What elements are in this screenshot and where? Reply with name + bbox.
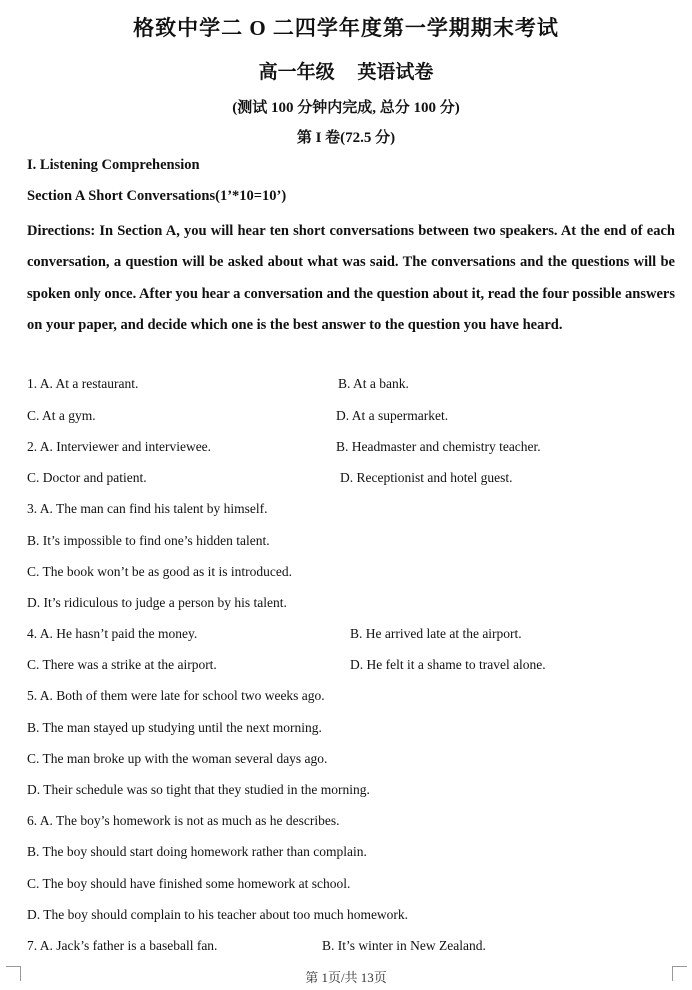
section-heading: Section A Short Conversations(1’*10=10’) — [27, 188, 287, 204]
q6-option-a: 6. A. The boy’s homework is not as much as he describes. — [27, 813, 340, 828]
q1-option-d: D. At a supermarket. — [336, 408, 449, 423]
q5-option-a: 5. A. Both of them were late for school two weeks ago. — [27, 688, 325, 703]
exam-title: 格致中学二 O 二四学年度第一学期期末考试 — [133, 16, 559, 40]
q2-option-d: D. Receptionist and hotel guest. — [340, 470, 513, 485]
q5-option-c: C. The man broke up with the woman several days ago. — [27, 751, 328, 766]
q4-option-c: C. There was a strike at the airport. — [27, 657, 217, 672]
q1-option-c: C. At a gym. — [27, 408, 96, 423]
q5-option-b: B. The man stayed up studying until the next morning. — [27, 720, 322, 735]
time-score-note: (测试 100 分钟内完成, 总分 100 分) — [232, 100, 460, 116]
q6-option-d: D. The boy should complain to his teacher about too much homework. — [27, 907, 409, 922]
grade-subject-title: 高一年级 英语试卷 — [258, 62, 434, 83]
q1-option-b: B. At a bank. — [338, 376, 409, 391]
q2-option-a: 2. A. Interviewer and interviewee. — [27, 439, 212, 454]
q3-option-d: D. It’s ridiculous to judge a person by his talent. — [27, 595, 287, 610]
q3-option-b: B. It’s impossible to find one’s hidden talent. — [27, 533, 270, 548]
page-footer: 第 1页/共 13页 — [305, 970, 387, 985]
q2-option-c: C. Doctor and patient. — [27, 470, 147, 485]
q7-option-b: B. It’s winter in New Zealand. — [322, 938, 486, 953]
q1-option-a: 1. A. At a restaurant. — [27, 376, 139, 391]
q4-option-b: B. He arrived late at the airport. — [350, 626, 522, 641]
q3-option-a: 3. A. The man can find his talent by himself. — [27, 501, 268, 516]
part-title: 第 I 卷(72.5 分) — [296, 130, 396, 146]
q4-option-d: D. He felt it a shame to travel alone. — [350, 657, 546, 672]
directions-paragraph: Directions: In Section A, you will hear ten short conversations between two speakers. At the end of each conversation, a question will be asked about what was said. The conversations and the questions will be spoken only once. After you hear a conversation and the question about it, read the four possible answers on your paper, and decide which one is the best answer to the question you have heard. — [27, 223, 675, 333]
q6-option-b: B. The boy should start doing homework rather than complain. — [27, 844, 367, 859]
q2-option-b: B. Headmaster and chemistry teacher. — [336, 439, 541, 454]
q3-option-c: C. The book won’t be as good as it is introduced. — [27, 564, 292, 579]
q5-option-d: D. Their schedule was so tight that they studied in the morning. — [27, 782, 370, 797]
q4-option-a: 4. A. He hasn’t paid the money. — [27, 626, 198, 641]
q7-option-a: 7. A. Jack’s father is a baseball fan. — [27, 938, 218, 953]
part-heading: I. Listening Comprehension — [27, 157, 200, 173]
q6-option-c: C. The boy should have finished some homework at school. — [27, 876, 351, 891]
